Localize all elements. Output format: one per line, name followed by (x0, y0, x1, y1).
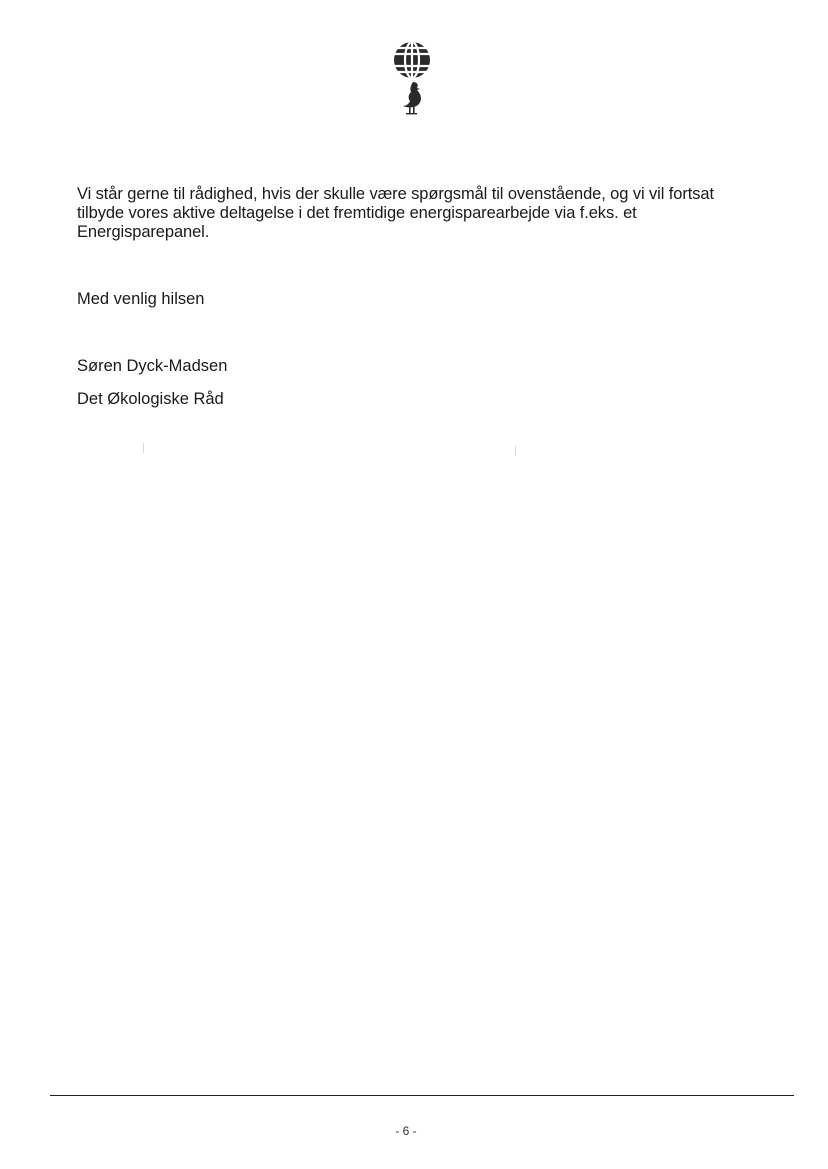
signer-organization: Det Økologiske Råd (77, 390, 224, 408)
footer-divider (50, 1095, 794, 1096)
scan-speck (515, 446, 516, 456)
globe-and-bird-logo-icon (390, 40, 434, 120)
signer-name: Søren Dyck-Madsen (77, 357, 228, 375)
page-number: - 6 - (395, 1124, 417, 1138)
scan-speck (143, 443, 144, 453)
closing-salutation: Med venlig hilsen (77, 290, 205, 308)
body-paragraph: Vi står gerne til rådighed, hvis der skulle være spørgsmål til ovenstående, og vi vil fortsat tilbyde vores aktive deltagelse i det fremtidige energisparearbejde via f.eks. et Energisparepanel. (77, 185, 714, 241)
